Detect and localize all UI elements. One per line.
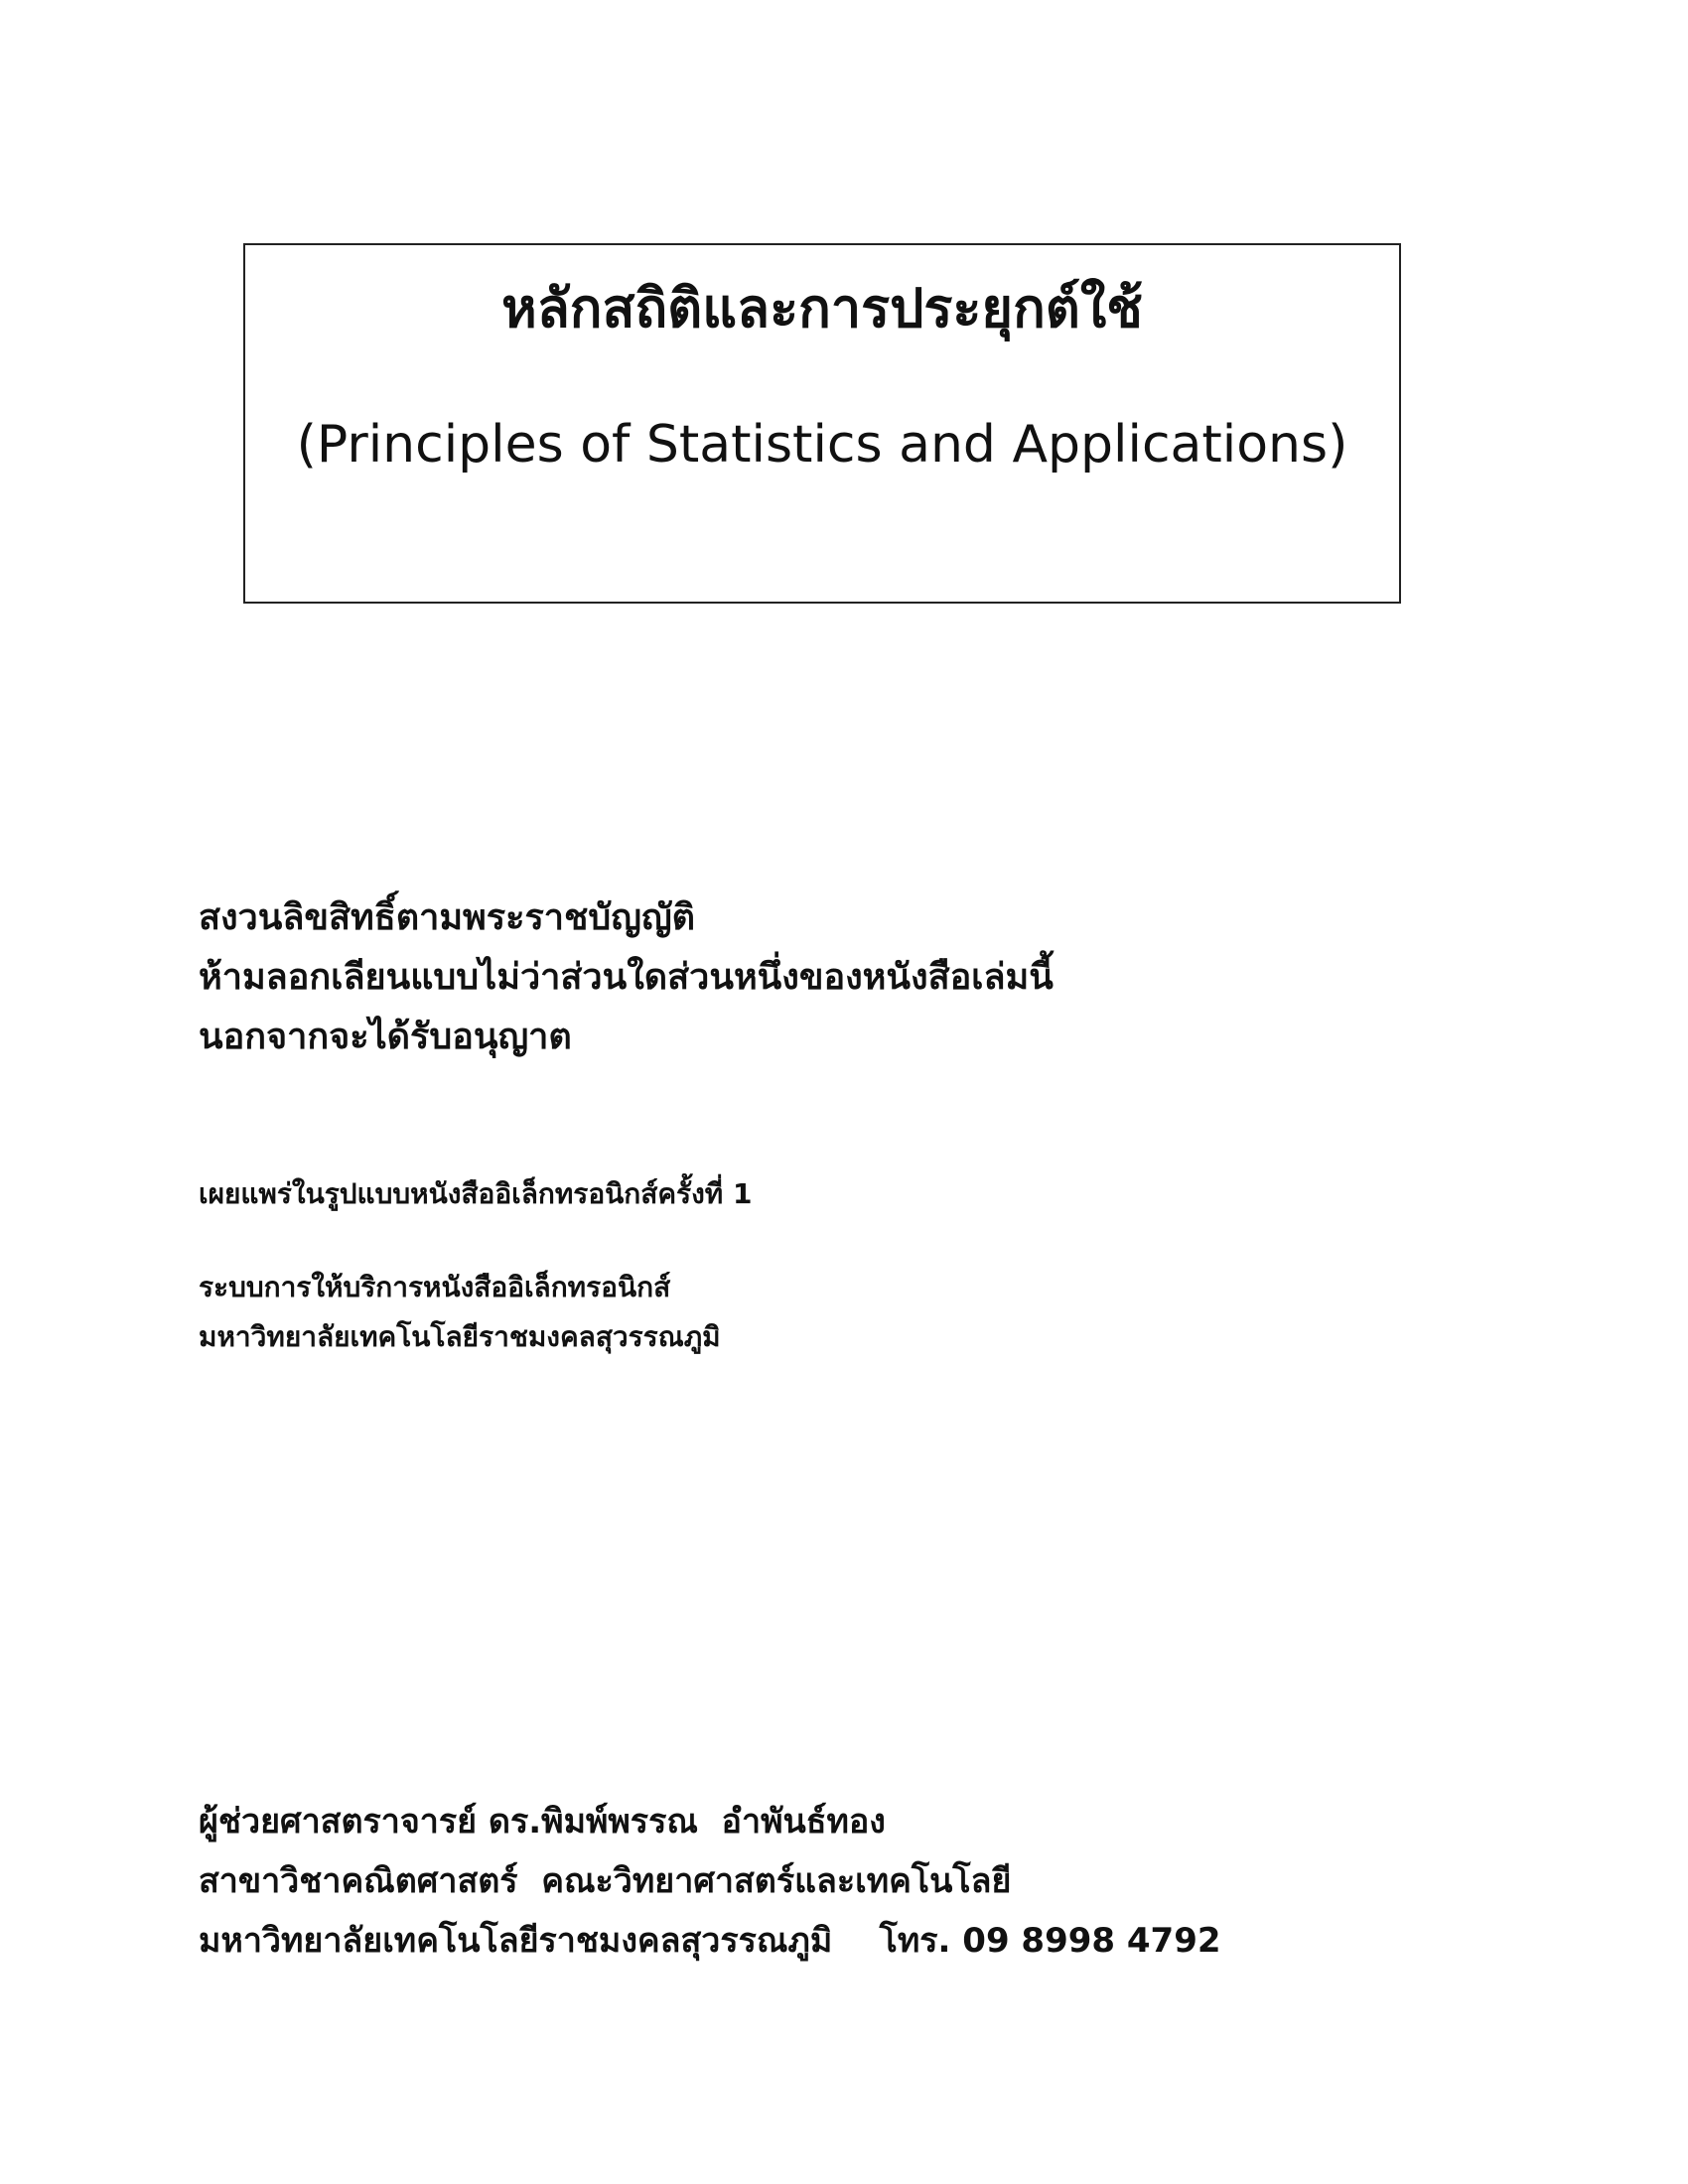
copyright-line: สงวนลิขสิทธิ์ตามพระราชบัญญัติ (199, 897, 696, 938)
publisher-line: มหาวิทยาลัยเทคโนโลยีราชมงคลสุวรรณภูมิ (199, 1320, 721, 1353)
author-info (199, 1792, 1221, 1971)
title-box (243, 243, 1401, 604)
publisher-info (199, 1263, 721, 1362)
copyright-notice (199, 888, 1054, 1067)
publisher-line: ระบบการให้บริการหนังสืออิเล็กทรอนิกส์ (199, 1271, 671, 1303)
copyright-line: ห้ามลอกเลียนแบบไม่ว่าส่วนใดส่วนหนึ่งของหนังสือเล่มนี้ (199, 957, 1054, 998)
author-name: ผู้ช่วยศาสตราจารย์ ดร.พิมพ์พรรณ อำพันธ์ทอง (199, 1802, 886, 1842)
author-affiliation: มหาวิทยาลัยเทคโนโลยีราชมงคลสุวรรณภูมิ โทร. 09 8998 4792 (199, 1921, 1221, 1961)
title-thai: หลักสถิติและการประยุกต์ใช้ (501, 277, 1143, 340)
author-department: สาขาวิชาคณิตศาสตร์ คณะวิทยาศาสตร์และเทคโนโลยี (199, 1861, 1012, 1901)
edition-statement: เผยแพร่ในรูปแบบหนังสืออิเล็กทรอนิกส์ครั้งที่ 1 (199, 1177, 753, 1210)
copyright-line: นอกจากจะได้รับอนุญาต (199, 1017, 572, 1057)
title-english: (Principles of Statistics and Applications) (296, 415, 1348, 475)
